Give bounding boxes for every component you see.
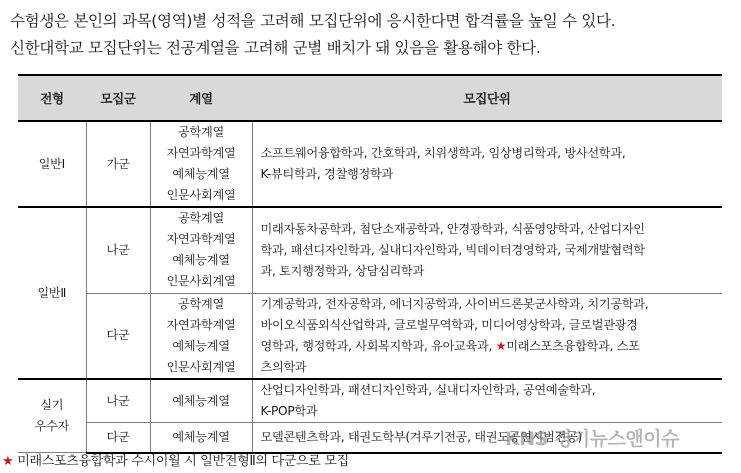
admission-table — [18, 74, 722, 454]
field-item: 예체능계열 — [172, 429, 230, 444]
group-cell: 나군 — [86, 207, 150, 293]
field-item: 인문사회계열 — [166, 274, 236, 289]
field-item: 인문사회계열 — [166, 359, 236, 374]
units-text: 미래스포츠융합학과, 스포 — [506, 338, 640, 353]
units-line: K-뷰티학과, 경찰행정학과 — [260, 167, 393, 181]
intro-text — [10, 8, 735, 62]
fields-cell — [150, 121, 252, 207]
units-line: K-POP학과 — [260, 404, 318, 418]
field-item: 예체능계열 — [172, 393, 230, 408]
field-item: 인문사회계열 — [166, 188, 236, 202]
footnote — [2, 450, 349, 469]
header-field: 계열 — [150, 75, 252, 121]
type-cell: 실기 우수자 — [18, 379, 86, 453]
field-item: 예체능계열 — [172, 167, 230, 181]
table-row — [18, 379, 722, 423]
field-item: 공학계열 — [178, 125, 224, 139]
field-item: 예체능계열 — [172, 253, 230, 268]
units-line: 모델콘텐츠학과, 태권도학부(겨루기전공, 태권도공연시범전공) — [260, 429, 583, 444]
units-cell — [252, 293, 722, 379]
field-item: 예체능계열 — [172, 338, 230, 353]
watermark-logo — [505, 424, 679, 451]
table-row — [18, 121, 722, 207]
units-line: 산업디자인학과, 패션디자인학과, 실내디자인학과, 공연예술학과, — [260, 383, 596, 397]
field-item: 자연과학계열 — [166, 146, 236, 160]
header-units: 모집단위 — [252, 75, 722, 121]
header-group: 모집군 — [86, 75, 150, 121]
field-item: 자연과학계열 — [166, 317, 236, 332]
units-line: 츠의학과 — [260, 359, 307, 374]
fields-cell — [150, 293, 252, 379]
star-icon: ★ — [495, 338, 507, 353]
units-line: 과, 토지행정학과, 상담심리학과 — [260, 263, 424, 278]
units-line: 미래자동차공학과, 첨단소재공학과, 안경광학과, 식품영양학과, 산업디자인 — [260, 221, 645, 236]
type-cell: 일반Ⅰ — [18, 121, 86, 207]
units-line: 학과, 패션디자인학과, 실내디자인학과, 빅데이터경영학과, 국제개발협력학 — [260, 242, 645, 257]
field-item: 공학계열 — [178, 296, 224, 311]
type-cell: 일반Ⅱ — [18, 207, 86, 379]
table-row — [18, 293, 722, 379]
units-line: 기계공학과, 전자공학과, 에너지공학과, 사이버드론봇군사학과, 치기공학과, — [260, 296, 649, 311]
field-item: 자연과학계열 — [166, 232, 236, 247]
group-cell: 다군 — [86, 423, 150, 453]
group-cell: 가군 — [86, 121, 150, 207]
units-cell — [252, 121, 722, 207]
star-icon: ★ — [2, 454, 14, 469]
fields-cell — [150, 379, 252, 423]
field-item: 공학계열 — [178, 211, 224, 226]
group-cell: 다군 — [86, 293, 150, 379]
units-line: 소프트웨어융합학과, 간호학과, 치위생학과, 임상병리학과, 방사선학과, — [260, 146, 626, 160]
fields-cell — [150, 207, 252, 293]
fields-cell — [150, 423, 252, 453]
units-line — [261, 336, 717, 357]
intro-line-1: 수험생은 본인의 과목(영역)별 성적을 고려해 모집단위에 응시한다면 합격률을 높일 수 있다. — [10, 12, 616, 30]
table-row — [18, 207, 722, 293]
group-cell: 나군 — [86, 379, 150, 423]
units-line: 바이오식품외식산업학과, 글로벌무역학과, 미디어영상학과, 글로벌관광경 — [260, 317, 638, 332]
units-cell — [252, 207, 722, 293]
intro-line-2: 신한대학교 모집단위는 전공계열을 고려해 군별 배치가 돼 있음을 활용해야 한다. — [10, 39, 541, 57]
header-type: 전형 — [18, 75, 86, 121]
units-cell — [252, 379, 722, 423]
table-header-row — [18, 75, 722, 121]
footnote-text: 미래스포츠융합학과 수시이월 시 일반전형Ⅱ의 다군으로 모집 — [13, 454, 349, 469]
units-text: 영학과, 행정학과, 사회복지학과, 유아교육과, — [260, 338, 496, 353]
watermark-text: KNS 경기뉴스앤이슈 — [505, 428, 679, 450]
